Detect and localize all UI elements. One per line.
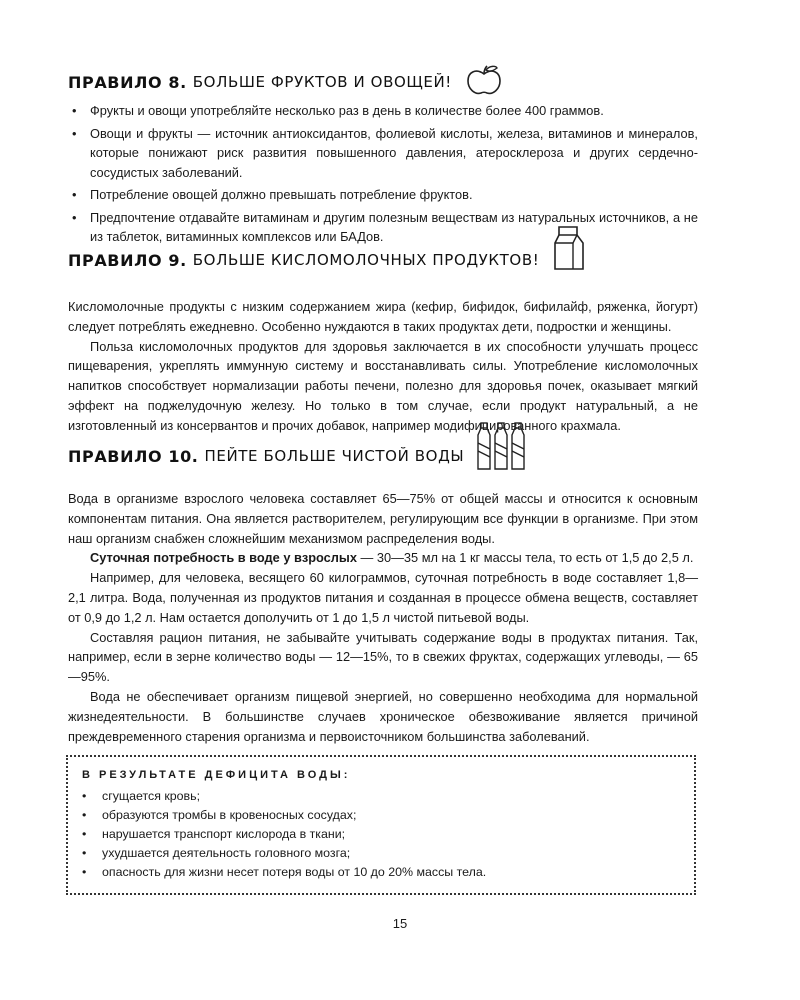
rule-10-number: ПРАВИЛО 10.	[68, 446, 199, 466]
page-number: 15	[392, 916, 408, 931]
rule-10-body	[68, 489, 698, 746]
rule-9-heading	[68, 245, 587, 275]
paragraph: Составляя рацион питания, не забывайте учитывать содержание воды в продуктах питания. Так, например, если в зерне количество воды — 12—15%, то в свежих фруктах, содержащих углеводы, — 65—95%.	[68, 629, 698, 685]
list-item: • Потребление овощей должно превышать потребление фруктов.	[68, 185, 698, 205]
paragraph: Кисломолочные продукты с низким содержанием жира (кефир, бифидок, бифилайф, ряженка, йогурт) следует потреблять ежедневно. Особенно нуждаются в таких продуктах дети, подростки и женщины.	[68, 299, 698, 334]
list-item: • Овощи и фрукты — источник антиоксидантов, фолиевой кислоты, железа, витаминов и минералов, которые понижают риск развития повышенного давления, атеросклероза и других сердечно-сосудистых заболеваний.	[68, 124, 698, 183]
paragraph: Например, для человека, весящего 60 килограммов, суточная потребность в воде составляет 1,8—2,1 литра. Вода, полученная из продуктов питания и созданная в процессе обмена веществ, составляет от 0,9 до 1,2 л. Нам остается дополучить от 1 до 1,5 л чистой питьевой воды.	[68, 570, 698, 625]
list-item: • ухудшается деятельность головного мозга;	[82, 844, 680, 863]
water-bottles-icon	[476, 421, 532, 475]
list-item: • опасность для жизни несет потеря воды от 10 до 20% массы тела.	[82, 863, 680, 882]
rule-9-number: ПРАВИЛО 9.	[68, 250, 187, 270]
deficit-list	[82, 787, 680, 882]
rule-10-title: ПЕЙТЕ БОЛЬШЕ ЧИСТОЙ ВОДЫ	[204, 447, 465, 465]
paragraph: Польза кисломолочных продуктов для здоровья заключается в их способности улучшать процесс пищеварения, укреплять иммунную систему и восстанавливать силы. Употребление кисломолочных напитков способствует нормализации работы печени, полезно для здоровья почек, оказывает мягкий эффект на поджелудочную железу. Но только в том случае, если продукт натуральный, а не изготовленный из консервантов и прочих добавок, например модифицированного крахмала.	[68, 338, 698, 433]
apple-icon	[464, 64, 504, 100]
rule-8-heading	[68, 64, 504, 100]
list-item: • Предпочтение отдавайте витаминам и другим полезным веществам из натуральных источников, а не из таблеток, витаминных комплексов или БАДов.	[68, 208, 698, 247]
paragraph: Вода в организме взрослого человека составляет 65—75% от общей массы и относится к основным компонентам питания. Она является растворителем, регулирующим все функции в организме. При этом наш организм снабжен сложнейшим механизмом распределения воды.	[68, 491, 698, 546]
list-item: • нарушается транспорт кислорода в ткани;	[82, 825, 680, 844]
list-item: • сгущается кровь;	[82, 787, 680, 806]
water-deficit-box	[66, 755, 696, 895]
daily-need-label: Суточная потребность в воде у взрослых	[90, 550, 357, 566]
rule-9-title: БОЛЬШЕ КИСЛОМОЛОЧНЫХ ПРОДУКТОВ!	[192, 251, 540, 269]
paragraph: Вода не обеспечивает организм пищевой энергией, но совершенно необходима для нормальной жизнедеятельности. В большинстве случаев хроническое обезвоживание является причиной преждевременного старения организма и первоисточником большинства заболеваний.	[68, 688, 698, 744]
list-item: • Фрукты и овощи употребляйте несколько раз в день в количестве более 400 граммов.	[68, 101, 698, 121]
rule-8-list	[68, 101, 698, 250]
list-item: • образуются тромбы в кровеносных сосудах;	[82, 806, 680, 825]
daily-need-paragraph	[68, 548, 698, 568]
milk-carton-icon	[551, 223, 587, 275]
rule-10-heading	[68, 437, 532, 475]
rule-8-title: БОЛЬШЕ ФРУКТОВ И ОВОЩЕЙ!	[192, 73, 452, 91]
deficit-title: В РЕЗУЛЬТАТЕ ДЕФИЦИТА ВОДЫ:	[82, 769, 351, 781]
rule-9-body	[68, 297, 698, 436]
daily-need-text: — 30—35 мл на 1 кг массы тела, то есть от 1,5 до 2,5 л.	[356, 550, 694, 566]
rule-8-number: ПРАВИЛО 8.	[68, 72, 187, 92]
